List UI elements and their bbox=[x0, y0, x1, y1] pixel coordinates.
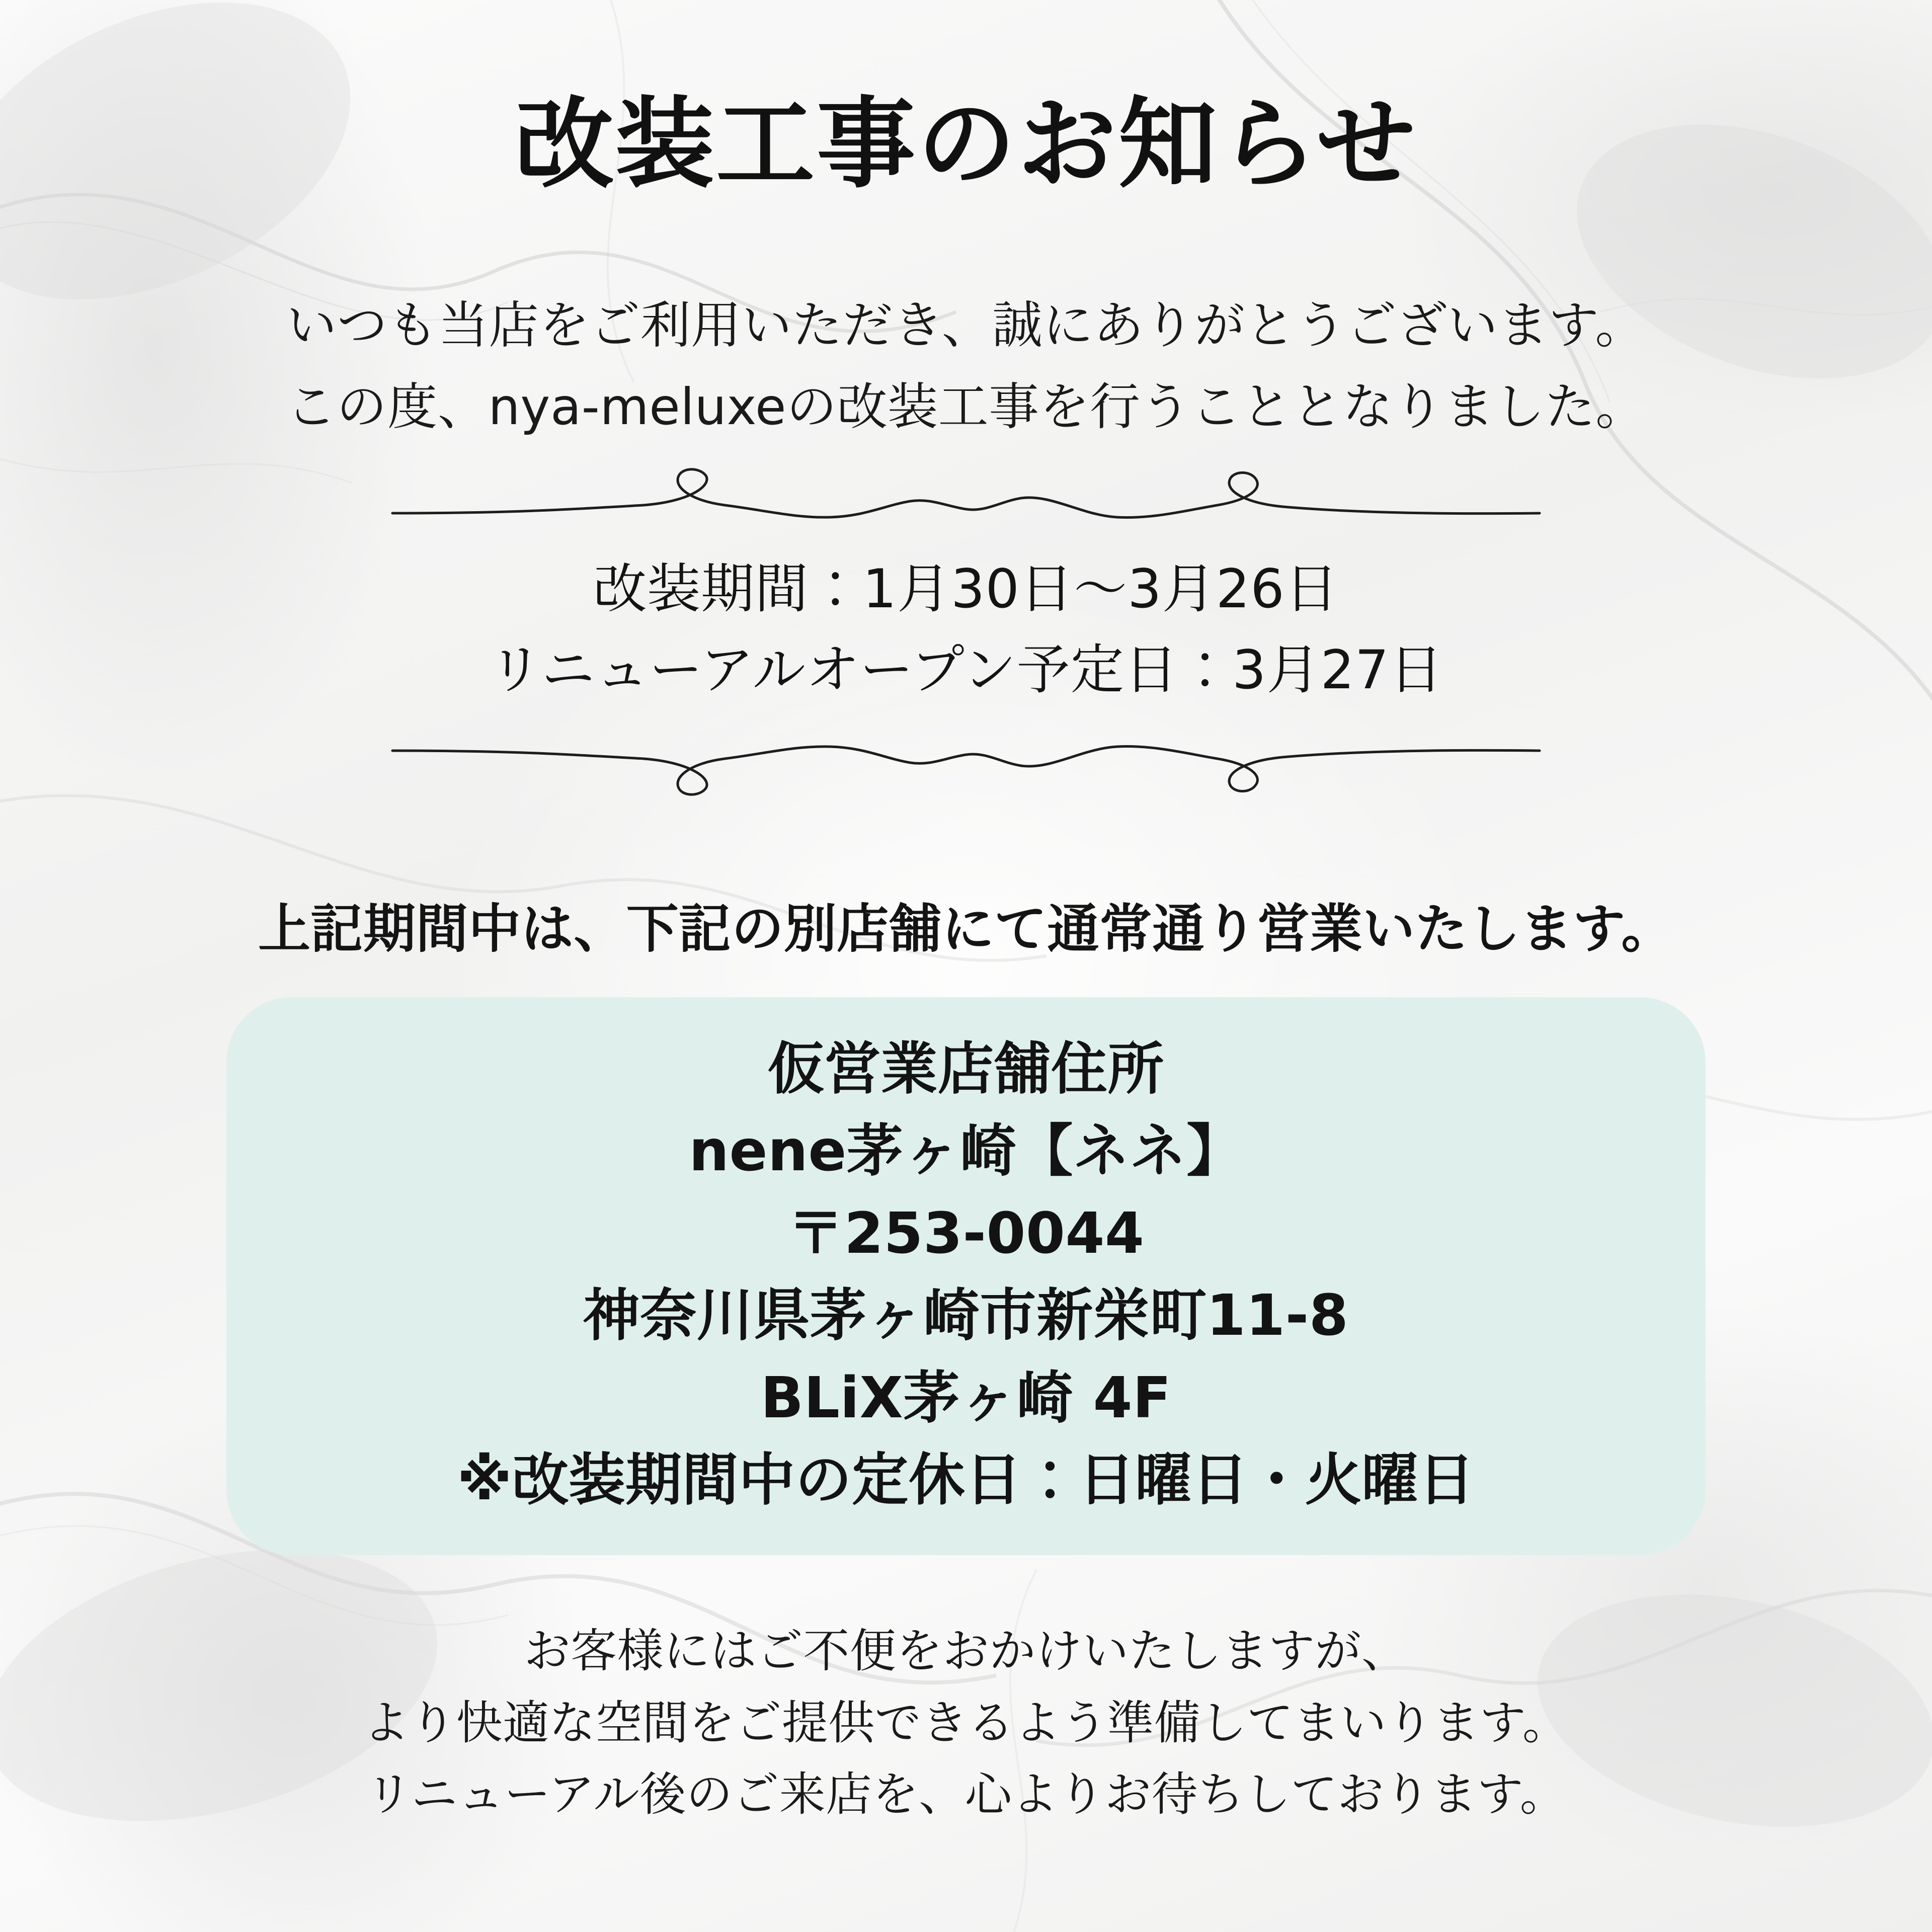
intro-line-2: この度、nya-meluxeの改装工事を行うこととなりました。 bbox=[286, 377, 1646, 436]
address-card-heading: 仮営業店舗住所 bbox=[768, 1036, 1164, 1102]
postal-code: 〒253-0044 bbox=[787, 1200, 1145, 1266]
footer-line-3: リニューアル後のご来店を、心よりお待ちしております。 bbox=[365, 1767, 1567, 1822]
address-card bbox=[226, 997, 1706, 1555]
ornamental-divider-bottom bbox=[362, 715, 1570, 811]
closed-days: ※改装期間中の定休日：日曜日・火曜日 bbox=[457, 1447, 1475, 1513]
footer-line-1: お客様にはご不便をおかけいたしますが、 bbox=[524, 1624, 1408, 1678]
intro-paragraph bbox=[286, 285, 1646, 448]
footer-message bbox=[363, 1616, 1569, 1831]
footer-line-2: より快適な空間をご提供できるよう準備してまいります。 bbox=[363, 1696, 1569, 1750]
intro-line-1: いつも当店をご利用いただき、誠にありがとうございます。 bbox=[286, 295, 1646, 355]
renovation-period: 改装期間：1月30日〜3月26日 bbox=[593, 557, 1339, 620]
page-title: 改装工事のお知らせ bbox=[515, 87, 1417, 202]
street-address: 神奈川県茅ヶ崎市新栄町11-8 bbox=[583, 1283, 1349, 1349]
store-name: nene茅ヶ崎【ネネ】 bbox=[689, 1118, 1243, 1184]
ornamental-divider-top bbox=[362, 453, 1570, 548]
alternate-store-notice: 上記期間中は、下記の別店舗にて通常通り営業いたします。 bbox=[258, 898, 1674, 959]
schedule-block bbox=[489, 548, 1443, 710]
reopen-date: リニューアルオープン予定日：3月27日 bbox=[489, 638, 1443, 701]
building-floor: BLiX茅ヶ崎 4F bbox=[760, 1365, 1172, 1431]
